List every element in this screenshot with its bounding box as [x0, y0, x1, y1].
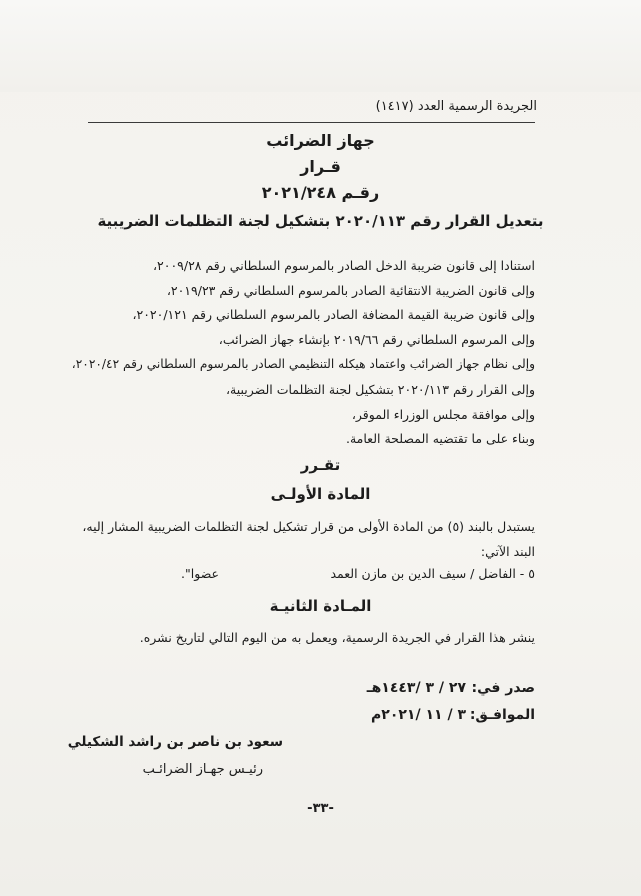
header-divider: [88, 122, 535, 123]
corresponding-date-label: الموافـق:: [469, 707, 535, 723]
decision-subject: بتعديل القرار رقم ٢٠٢٠/١١٣ بتشكيل لجنة التظلمات الضريبية: [97, 212, 544, 230]
article-one-item-role: عضوا".: [181, 566, 219, 581]
preamble-line: وبناء على ما تقتضيه المصلحة العامة.: [346, 431, 535, 446]
article-one-text: يستبدل بالبند (٥) من المادة الأولى من قرار تشكيل لجنة التظلمات الضريبية المشار إليه،: [82, 519, 535, 534]
gazette-header: الجريدة الرسمية العدد (١٤١٧): [375, 99, 537, 114]
decision-number: رقـم ٢٠٢١/٢٤٨: [261, 183, 380, 202]
preamble-line: وإلى القرار رقم ٢٠٢٠/١١٣ بتشكيل لجنة التظلمات الضريبية،: [225, 382, 535, 397]
preamble-line: وإلى المرسوم السلطاني رقم ٢٠١٩/٦٦ بإنشاء جهاز الضرائب،: [218, 332, 535, 347]
signatory-name: سعود بن ناصر بن راشد الشكيلي: [67, 734, 283, 750]
decision-type: قـرار: [300, 157, 341, 176]
preamble-line: وإلى موافقة مجلس الوزراء الموقر،: [351, 407, 535, 422]
preamble-line: وإلى قانون ضريبة القيمة المضافة الصادر بالمرسوم السلطاني رقم ٢٠٢٠/١٢١،: [132, 307, 535, 322]
issuing-authority: جهاز الضرائب: [266, 131, 375, 150]
article-two-text: ينشر هذا القرار في الجريدة الرسمية، ويعمل به من اليوم التالي لتاريخ نشره.: [139, 630, 535, 645]
issued-date-value: ٢٧ / ٣ /١٤٤٣هـ: [366, 680, 466, 696]
article-one-item-label: البند الآتي:: [480, 544, 535, 559]
article-one-item-text: ٥ - الفاضل / سيف الدين بن مازن العمد: [330, 566, 535, 581]
article-two-title: المـادة الثانيـة: [269, 597, 372, 615]
corresponding-date-value: ٣ / ١١ /٢٠٢١م: [371, 707, 466, 723]
preamble-line: وإلى نظام جهاز الضرائب واعتماد هيكله التنظيمي الصادر بالمرسوم السلطاني رقم ٢٠٢٠/٤٢،: [71, 357, 535, 371]
page-top-margin: [0, 0, 641, 92]
page-number: -٣٣-: [307, 801, 334, 816]
decides-heading: تقـرر: [300, 456, 341, 474]
signatory-title: رئيـس جهـاز الضرائـب: [142, 762, 263, 777]
preamble-line: استنادا إلى قانون ضريبة الدخل الصادر بالمرسوم السلطاني رقم ٢٠٠٩/٢٨،: [152, 258, 535, 273]
article-one-title: المادة الأولـى: [270, 485, 371, 503]
preamble-line: وإلى قانون الضريبة الانتقائية الصادر بالمرسوم السلطاني رقم ٢٠١٩/٢٣،: [166, 283, 535, 298]
issued-date-label: صدر في:: [471, 680, 535, 696]
